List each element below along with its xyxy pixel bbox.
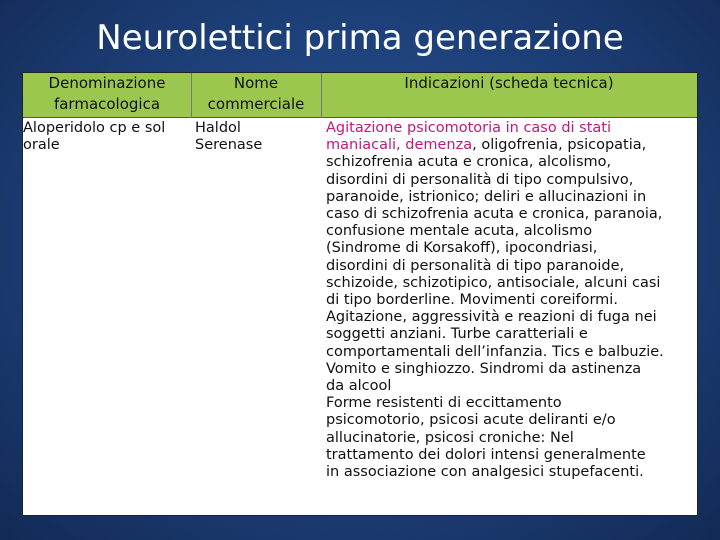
cell-text-line: trattamento dei dolori intensi generalmente <box>326 446 646 463</box>
header-nome-commerciale <box>191 73 321 117</box>
slide-title: Neurolettici prima generazione <box>96 18 624 58</box>
cell-text-line: da alcool <box>326 378 392 395</box>
header-text: Nome <box>233 74 279 92</box>
cell-text-line: caso di schizofrenia acuta e cronica, paranoia, <box>326 206 663 223</box>
highlight-text: maniacali, demenza <box>326 137 473 154</box>
header-denominazione <box>23 73 191 117</box>
cell-text-line: schizofrenia acuta e cronica, alcolismo, <box>326 154 612 171</box>
cell-text-line <box>326 137 696 154</box>
cell-text-line: Agitazione, aggressività e reazioni di fuga nei <box>326 309 657 326</box>
cell-text-line: (Sindrome di Korsakoff), ipocondriasi, <box>326 240 598 257</box>
header-indicazioni <box>321 73 697 117</box>
cell-text-line: allucinatorie, psicosi croniche: Nel <box>326 429 574 446</box>
highlight-text: Agitazione psicomotoria in caso di stati <box>326 120 612 136</box>
cell-text: Haldol <box>195 120 241 136</box>
cell-text-line: confusione mentale acuta, alcolismo <box>326 223 593 240</box>
cell-text-line: Vomito e singhiozzo. Sindromi da astinenza <box>326 360 642 377</box>
cell-text-line: soggetti anziani. Turbe caratteriali e <box>326 326 588 343</box>
cell-text-line: psicomotorio, psicosi acute deliranti e/o <box>326 412 616 429</box>
drug-table <box>22 72 698 516</box>
header-text: Denominazione <box>48 74 166 92</box>
header-text: commerciale <box>207 95 305 113</box>
cell-text: Serenase <box>195 137 263 154</box>
cell-text-line: disordini di personalità di tipo paranoide, <box>326 257 625 274</box>
cell-text-line: comportamentali dell’infanzia. Tics e balbuzie. <box>326 343 664 360</box>
cell-text-line: schizoide, schizotipico, antisociale, alcuni casi <box>326 274 661 291</box>
cell-text-line: Forme resistenti di eccittamento <box>326 395 562 412</box>
cell-indicazioni <box>326 120 696 481</box>
cell-text: orale <box>23 137 60 154</box>
cell-denominazione <box>23 120 191 154</box>
cell-nome-commerciale <box>195 120 319 154</box>
cell-text-line: in associazione con analgesici stupefacenti. <box>326 464 644 481</box>
cell-text-line: paranoide, istrionico; deliri e allucinazioni in <box>326 188 647 205</box>
cell-text-line: disordini di personalità di tipo compulsivo, <box>326 171 634 188</box>
cell-text: Aloperidolo cp e sol <box>23 120 166 136</box>
cell-text-line: di tipo borderline. Movimenti coreiformi. <box>326 292 618 309</box>
table-header-row <box>23 73 697 118</box>
table-row <box>23 118 697 515</box>
header-text: farmacologica <box>53 95 161 113</box>
header-text: Indicazioni (scheda tecnica) <box>404 74 614 92</box>
cell-text: , oligofrenia, psicopatia, <box>472 137 647 154</box>
